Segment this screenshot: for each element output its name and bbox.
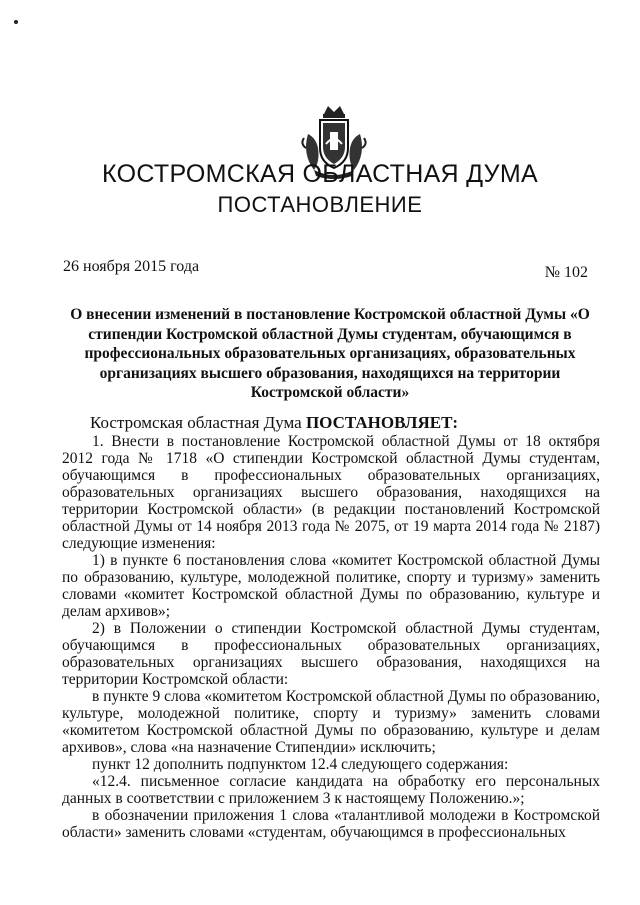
paragraph-1-2: 2) в Положении о стипендии Костромской областной Думы студентам, обучающимся в профессиональных образовательных организациях, образовательных организациях высшего образования, находящихся на территории Костромской области:	[62, 620, 600, 688]
lead-line	[62, 412, 600, 433]
document-number: № 102	[544, 264, 588, 281]
paragraph-1: 1. Внести в постановление Костромской областной Думы от 18 октября 2012 года № 1718 «О стипендии Костромской областной Думы студентам, обучающимся в профессиональных образовательных организациях, образовательных организациях высшего образования, находящихся на территории Костромской области» (в редакции постановлений Костромской областной Думы от 14 ноября 2013 года № 2075, от 19 марта 2014 года № 2187) следующие изменения:	[62, 433, 600, 552]
paragraph-appendix-1: в обозначении приложения 1 слова «талантливой молодежи в Костромской области» заменить словами «студентам, обучающимся в профессиональных	[62, 807, 600, 841]
document-title: О внесении изменений в постановление Костромской областной Думы «О стипендии Костромской областной Думы студентам, обучающимся в профессиональных образовательных организациях, образовательных организациях высшего образования, находящихся на территории Костромской области»	[70, 306, 590, 401]
document-type: ПОСТАНОВЛЕНИЕ	[217, 192, 423, 217]
scan-speck	[14, 20, 18, 24]
paragraph-item-9: в пункте 9 слова «комитетом Костромской областной Думы по образованию, культуре, молодежной политике, спорту и туризму» заменить словами «комитетом Костромской областной Думы по образованию, культуре и делам архивов», слова «на назначение Стипендии» исключить;	[62, 688, 600, 756]
paragraph-1-1: 1) в пункте 6 постановления слова «комитет Костромской областной Думы по образованию, культуре, молодежной политике, спорту и туризму» заменить словами «комитет Костромской областной Думы по образованию, культуре и делам архивов»;	[62, 552, 600, 620]
paragraph-item-12-4: «12.4. письменное согласие кандидата на обработку его персональных данных в соответствии с приложением 3 к настоящему Положению.»;	[62, 773, 600, 807]
document-date: 26 ноября 2015 года	[63, 258, 200, 275]
document-body	[62, 412, 600, 841]
lead-prefix: Костромская областная Дума	[90, 413, 306, 432]
organization-name: КОСТРОМСКАЯ ОБЛАСТНАЯ ДУМА	[102, 160, 538, 188]
paragraph-item-12: пункт 12 дополнить подпунктом 12.4 следующего содержания:	[92, 756, 509, 773]
lead-resolves: ПОСТАНОВЛЯЕТ:	[305, 413, 459, 432]
